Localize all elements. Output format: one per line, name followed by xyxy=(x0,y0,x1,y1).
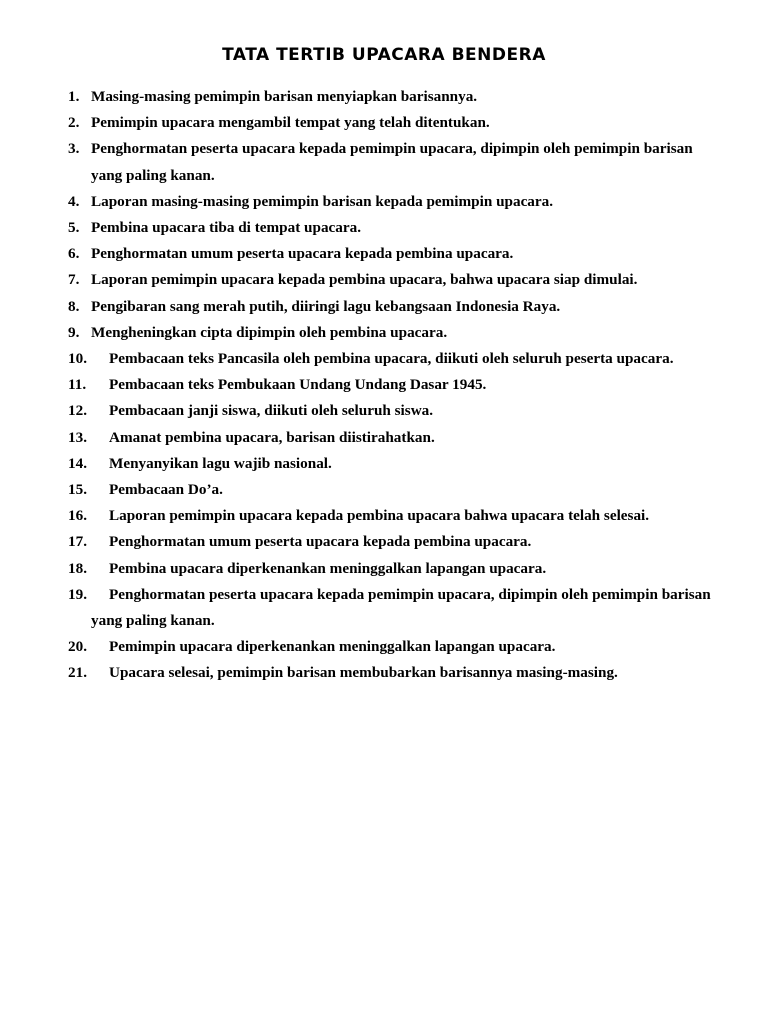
list-item xyxy=(68,634,718,660)
list-item xyxy=(68,215,718,241)
list-item xyxy=(68,425,718,451)
item-number: 21. xyxy=(68,664,87,682)
item-number: 19. xyxy=(68,585,87,603)
item-text: Laporan pemimpin upacara kepada pembina upacara bahwa upacara telah selesai. xyxy=(109,507,650,525)
item-text: Pembina upacara tiba di tempat upacara. xyxy=(91,219,362,237)
list-item xyxy=(68,582,718,634)
item-text: Pembacaan teks Pembukaan Undang Undang Dasar 1945. xyxy=(109,376,487,394)
item-text: Pembacaan Do’a. xyxy=(109,481,223,499)
list-item xyxy=(68,503,718,529)
list-item xyxy=(68,320,718,346)
list-item xyxy=(68,189,718,215)
item-text: Pemimpin upacara mengambil tempat yang telah ditentukan. xyxy=(91,114,490,132)
item-number: 4. xyxy=(68,192,80,210)
item-number: 16. xyxy=(68,507,87,525)
list-item xyxy=(68,346,718,372)
item-number: 11. xyxy=(68,376,87,394)
item-text: Masing-masing pemimpin barisan menyiapkan barisannya. xyxy=(91,88,478,105)
document-title: TATA TERTIB UPACARA BENDERA xyxy=(222,45,546,65)
item-number: 14. xyxy=(68,454,87,472)
item-number: 17. xyxy=(68,533,87,551)
list-item xyxy=(68,451,718,477)
list-item xyxy=(68,294,718,320)
item-text: Amanat pembina upacara, barisan diistirahatkan. xyxy=(109,428,435,446)
item-number: 3. xyxy=(68,140,80,158)
item-text: Mengheningkan cipta dipimpin oleh pembina upacara. xyxy=(91,323,448,341)
item-text: Upacara selesai, pemimpin barisan membubarkan barisannya masing-masing. xyxy=(109,664,618,682)
list-item xyxy=(68,267,718,293)
item-text: Laporan masing-masing pemimpin barisan kepada pemimpin upacara. xyxy=(91,192,554,210)
item-number: 8. xyxy=(68,297,80,315)
item-number: 9. xyxy=(68,323,80,341)
list-item xyxy=(68,556,718,582)
list-item xyxy=(68,477,718,503)
rules-list xyxy=(68,84,718,687)
item-text: Pembacaan janji siswa, diikuti oleh seluruh siswa. xyxy=(109,402,434,420)
item-number: 6. xyxy=(68,245,80,263)
list-item xyxy=(68,110,718,136)
item-number: 12. xyxy=(68,402,87,420)
item-text: Pembina upacara diperkenankan meninggalkan lapangan upacara. xyxy=(109,559,547,577)
item-text: Pembacaan teks Pancasila oleh pembina upacara, diikuti oleh seluruh peserta upacara. xyxy=(109,350,674,368)
item-number: 20. xyxy=(68,638,87,656)
list-item xyxy=(68,398,718,424)
item-text: Pemimpin upacara diperkenankan meninggalkan lapangan upacara. xyxy=(109,638,556,656)
item-text: Pengibaran sang merah putih, diiringi lagu kebangsaan Indonesia Raya. xyxy=(91,297,561,315)
item-number: 13. xyxy=(68,428,87,446)
item-number: 7. xyxy=(68,271,80,289)
item-text: Laporan pemimpin upacara kepada pembina upacara, bahwa upacara siap dimulai. xyxy=(91,271,638,289)
item-text: Menyanyikan lagu wajib nasional. xyxy=(109,454,332,472)
list-item xyxy=(68,84,718,110)
item-number: 1. xyxy=(68,88,80,105)
item-text: Penghormatan umum peserta upacara kepada pembina upacara. xyxy=(91,245,514,263)
item-number: 18. xyxy=(68,559,87,577)
item-number: 5. xyxy=(68,219,80,237)
list-item xyxy=(68,372,718,398)
list-item xyxy=(68,136,718,188)
item-number: 10. xyxy=(68,350,87,368)
list-item xyxy=(68,660,718,686)
item-number: 2. xyxy=(68,114,80,132)
list-item xyxy=(68,241,718,267)
item-text: Penghormatan peserta upacara kepada pemimpin upacara, dipimpin oleh pemimpin barisan yang paling kanan. xyxy=(91,585,711,630)
item-number: 15. xyxy=(68,481,87,499)
item-text: Penghormatan umum peserta upacara kepada pembina upacara. xyxy=(109,533,532,551)
list-item xyxy=(68,529,718,555)
item-text: Penghormatan peserta upacara kepada pemimpin upacara, dipimpin oleh pemimpin barisan yang paling kanan. xyxy=(91,140,693,184)
